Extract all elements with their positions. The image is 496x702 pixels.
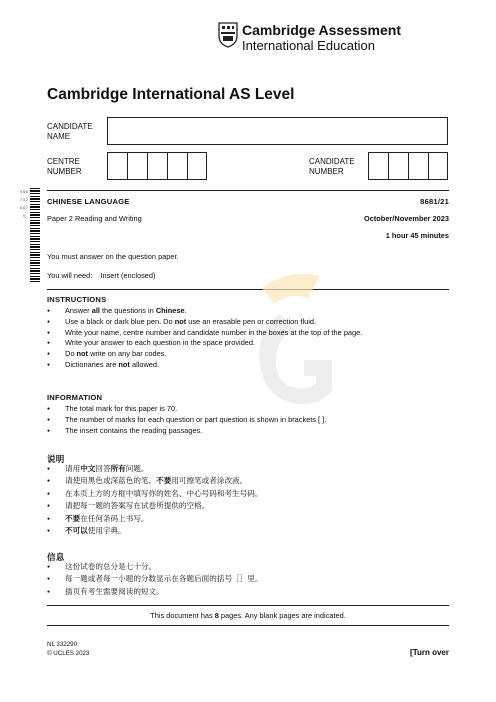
text-bold: all — [91, 306, 100, 315]
list-item: ● 每一题或者每一小题的分数显示在各题后面的括号［］里。 — [47, 573, 262, 585]
list-item: ● The insert contains the reading passages. — [47, 426, 326, 437]
text: Answer — [65, 306, 92, 315]
list-item: ● 这份试卷的总分是七十分。 — [47, 561, 262, 573]
cambridge-logo — [218, 22, 466, 52]
list-item: ● 请把每一题的答案写在试卷所提供的空格。 — [47, 500, 262, 512]
list-item — [47, 475, 262, 487]
candidate-digit-box[interactable] — [368, 152, 388, 180]
exam-session: October/November 2023 — [363, 214, 449, 223]
candidate-name-label-line2: NAME — [47, 132, 71, 141]
candidate-digit-box[interactable] — [388, 152, 408, 180]
text: 在任何条码上书写。 — [80, 513, 149, 523]
text-bold: not — [118, 359, 130, 369]
side-barcode — [20, 188, 40, 283]
centre-digit-box[interactable] — [127, 152, 147, 180]
text-bold: not — [174, 316, 187, 326]
barcode-digits: 4 5 6 7 3 2 6 8 7 9 — [20, 190, 28, 218]
barcode-bars — [30, 188, 40, 283]
divider — [47, 605, 449, 606]
reference-code: NL 332290 — [47, 641, 78, 648]
page-count: 8 — [214, 611, 219, 620]
you-will-need-value: Insert (enclosed) — [100, 271, 156, 280]
answer-on-paper-note: You must answer on the question paper. — [47, 252, 179, 261]
text: 回答 — [95, 464, 111, 473]
text: . — [184, 306, 187, 315]
list-item: ● 插页有考生需要阅读的短文。 — [47, 586, 262, 598]
text-bold: not — [76, 349, 89, 359]
paper-name: Paper 2 Reading and Writing — [47, 214, 142, 223]
list-item: ● Write your answer to each question in the space provided. — [47, 338, 362, 349]
instructions-heading: INSTRUCTIONS — [47, 295, 107, 304]
candidate-number-label-line2: NUMBER — [309, 167, 344, 176]
candidate-digit-box[interactable] — [408, 152, 428, 180]
candidate-name-box[interactable] — [107, 117, 448, 145]
text: 问题。 — [125, 464, 149, 473]
centre-digit-box[interactable] — [187, 152, 207, 180]
org-name-line1: Cambridge Assessment — [242, 22, 401, 38]
list-item: ● The number of marks for each question or part question is shown in brackets [ ]. — [47, 415, 326, 426]
centre-digit-box[interactable] — [167, 152, 187, 180]
shuoming-list — [47, 463, 262, 537]
centre-number-boxes[interactable] — [107, 152, 207, 180]
text-bold: Chinese — [155, 306, 185, 315]
list-item — [47, 513, 262, 525]
text: allowed. — [129, 359, 160, 369]
candidate-number-label-line1: CANDIDATE — [309, 157, 355, 166]
divider — [47, 289, 449, 290]
centre-digit-box[interactable] — [107, 152, 127, 180]
subject-name: CHINESE LANGUAGE — [47, 197, 130, 206]
xinxi-heading: 信息 — [47, 552, 65, 562]
list-item — [47, 463, 262, 475]
text: Dictionaries are — [65, 359, 119, 369]
candidate-digit-box[interactable] — [428, 152, 448, 180]
list-item: ● The total mark for this paper is 70. — [47, 404, 326, 415]
turn-over-label: [Turn over — [410, 648, 449, 657]
shuoming-heading: 说明 — [47, 454, 65, 464]
instructions-list — [47, 306, 362, 371]
centre-number-label — [47, 157, 82, 177]
text: 请使用黑色或深蓝色的笔。 — [65, 476, 157, 486]
text: Use a black or dark blue pen. Do — [65, 316, 175, 326]
page-title: Cambridge International AS Level — [47, 86, 295, 103]
list-item — [47, 349, 362, 360]
page-count-note — [0, 610, 496, 621]
divider — [47, 190, 449, 191]
text: 使用字典。 — [87, 526, 126, 536]
information-heading: INFORMATION — [47, 393, 103, 402]
text-bold: 不要 — [156, 476, 172, 486]
list-item: ● 在本页上方的方框中填写你的姓名、中心号码和考生号码。 — [47, 488, 262, 500]
exam-duration: 1 hour 45 minutes — [385, 231, 449, 240]
text: Do — [65, 349, 77, 359]
list-item: ● Write your name, centre number and candidate number in the boxes at the top of the page. — [47, 328, 362, 339]
centre-number-label-line2: NUMBER — [47, 167, 82, 176]
list-item — [47, 525, 262, 537]
list-item — [47, 317, 362, 328]
paper-code: 8681/21 — [420, 197, 449, 206]
divider — [47, 625, 449, 626]
you-will-need-label: You will need: — [47, 271, 93, 280]
xinxi-list — [47, 561, 262, 598]
org-name-line2: International Education — [242, 38, 375, 53]
text: write on any bar codes. — [88, 349, 167, 359]
crest-icon — [218, 22, 238, 48]
text-bold: 不可以 — [65, 526, 88, 536]
document-reference — [47, 640, 89, 658]
text: pages. Any blank pages are indicated. — [218, 611, 346, 620]
you-will-need — [47, 270, 155, 281]
centre-number-label-line1: CENTRE — [47, 157, 80, 166]
candidate-name-label-line1: CANDIDATE — [47, 122, 93, 131]
text: 用可擦笔或者涂改液。 — [171, 476, 248, 486]
list-item — [47, 360, 362, 371]
text: 请用 — [65, 464, 81, 473]
text: This document has — [150, 611, 215, 620]
text: use an erasable pen or correction fluid. — [186, 316, 317, 326]
text-bold: 中文 — [80, 464, 96, 473]
text-bold: 不要 — [65, 513, 81, 523]
text: the questions in — [99, 306, 156, 315]
list-item — [47, 306, 362, 317]
centre-digit-box[interactable] — [147, 152, 167, 180]
text-bold: 所有 — [110, 464, 126, 473]
candidate-number-boxes[interactable] — [368, 152, 448, 180]
copyright: © UCLES 2023 — [47, 650, 90, 657]
candidate-number-label — [309, 157, 355, 177]
information-list — [47, 404, 326, 436]
candidate-name-label — [47, 122, 93, 142]
